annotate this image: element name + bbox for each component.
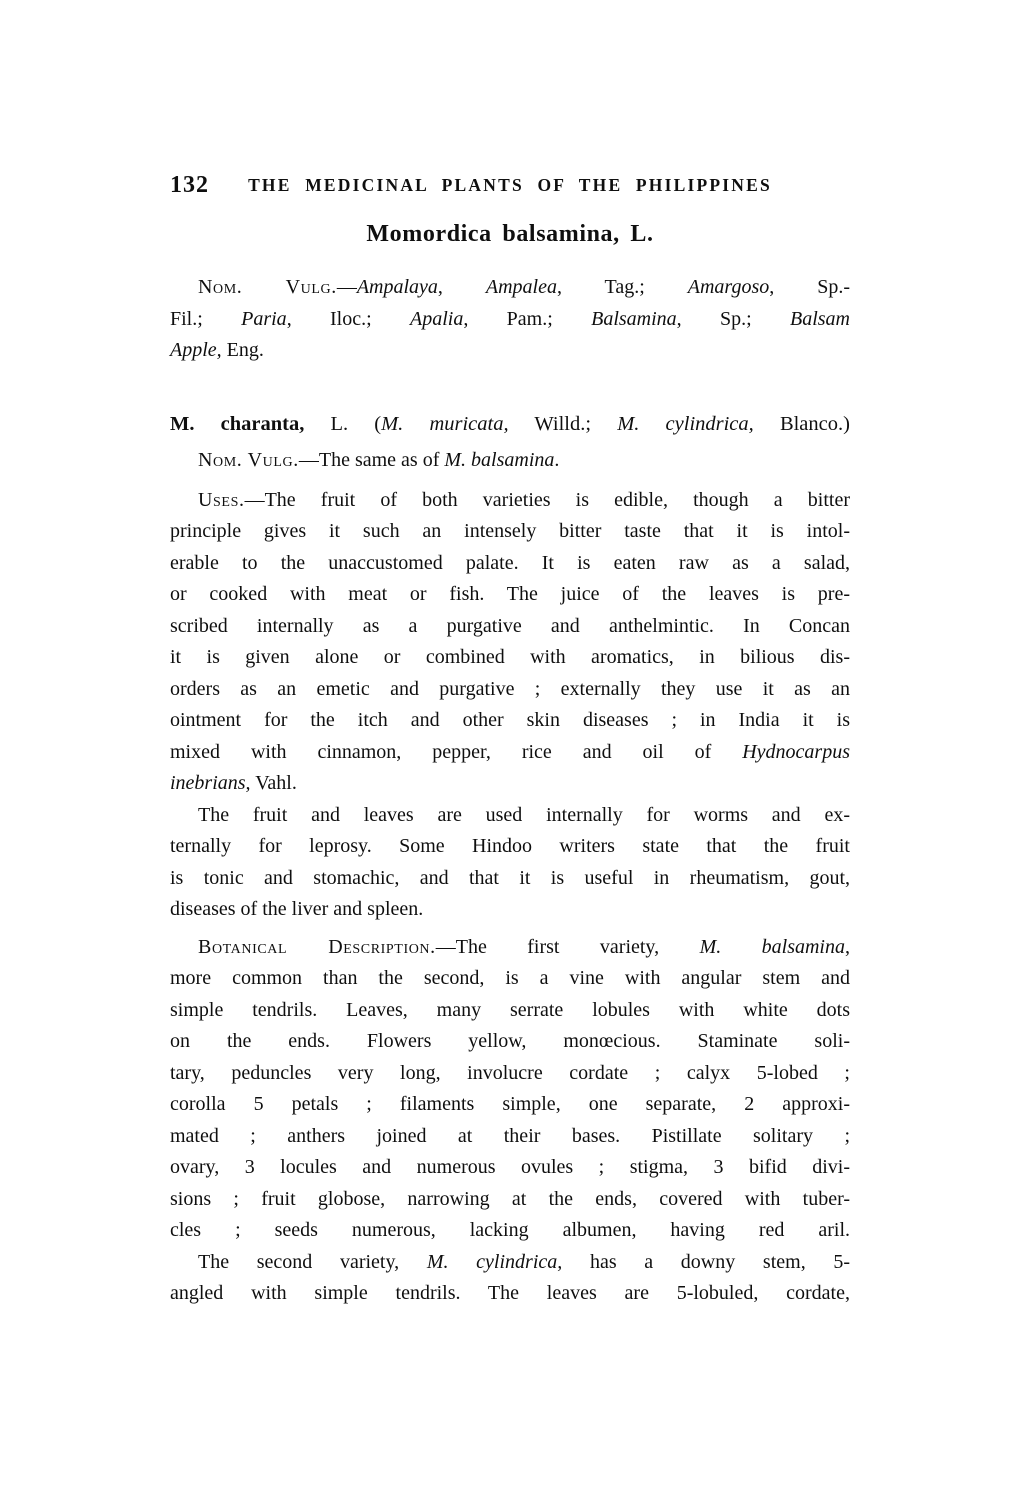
text-line: Nom. Vulg.—Ampalaya, Ampalea, Tag.; Amargoso, Sp.- [198,276,850,298]
heading-m-charanta [170,409,850,441]
text-line: The fruit and leaves are used internally for worms and ex- [198,803,850,826]
text-line: Botanical Description.—The first variety, M. balsamina, [198,935,850,958]
text-line: more common than the second, is a vine with angular stem and [170,967,850,989]
text-line: ointment for the itch and other skin diseases ; in India it is [170,709,850,731]
text-line: cles ; seeds numerous, lacking albumen, having red aril. [170,1219,850,1241]
text-line: inebrians, Vahl. [170,772,297,794]
text-line: mixed with cinnamon, pepper, rice and oil of Hydnocarpus [170,740,850,763]
page-header [170,172,850,202]
text-line: on the ends. Flowers yellow, monœcious. Staminate soli- [170,1030,850,1052]
running-title: THE MEDICINAL PLANTS OF THE PHILIPPINES [248,175,772,195]
article-title: Momordica balsamina, L. [366,221,654,247]
text-line: tary, peduncles very long, involucre cordate ; calyx 5-lobed ; [170,1061,850,1084]
text-line: The second variety, M. cylindrica, has a downy stem, 5- [198,1250,851,1273]
text-line: diseases of the liver and spleen. [170,898,424,920]
nom-vulg-balsamina [170,272,850,367]
text-line: Uses.—The fruit of both varieties is edible, though a bitter [198,488,850,511]
page-number: 132 [170,172,209,198]
text-line: or cooked with meat or fish. The juice of the leaves is pre- [170,583,850,605]
text-line: Apple, Eng. [170,339,264,361]
text-line: mated ; anthers joined at their bases. Pistillate solitary ; [170,1124,850,1147]
text-line: principle gives it such an intensely bitter taste that it is intol- [170,520,850,542]
para-uses [170,485,850,800]
para-botanical-description [170,932,850,1247]
text-line: Nom. Vulg.—The same as of M. balsamina. [198,449,560,471]
nom-vulg-charanta [170,445,850,477]
text-line: angled with simple tendrils. The leaves are 5-lobuled, cordate, [170,1282,850,1304]
text-line: it is given alone or combined with aromatics, in bilious dis- [170,646,850,668]
text-line: orders as an emetic and purgative ; externally they use it as an [170,677,850,700]
text-line: simple tendrils. Leaves, many serrate lobules with white dots [170,998,850,1021]
para-second-variety [170,1247,850,1310]
text-line: corolla 5 petals ; filaments simple, one separate, 2 approxi- [170,1093,850,1115]
text-line: erable to the unaccustomed palate. It is eaten raw as a salad, [170,551,850,574]
text-line: Fil.; Paria, Iloc.; Apalia, Pam.; Balsamina, Sp.; Balsam [170,307,850,330]
text-block [170,272,850,1310]
text-line: sions ; fruit globose, narrowing at the ends, covered with tuber- [170,1187,850,1210]
para-fruit-leaves [170,800,850,926]
text-line: is tonic and stomachic, and that it is useful in rheumatism, gout, [170,866,850,889]
text-line: ternally for leprosy. Some Hindoo writers state that the fruit [170,835,850,857]
text-line: ovary, 3 locules and numerous ovules ; stigma, 3 bifid divi- [170,1156,850,1178]
text-line: M. charanta, L. (M. muricata, Willd.; M. cylindrica, Blanco.) [170,412,850,435]
text-line: scribed internally as a purgative and anthelmintic. In Concan [170,614,850,637]
